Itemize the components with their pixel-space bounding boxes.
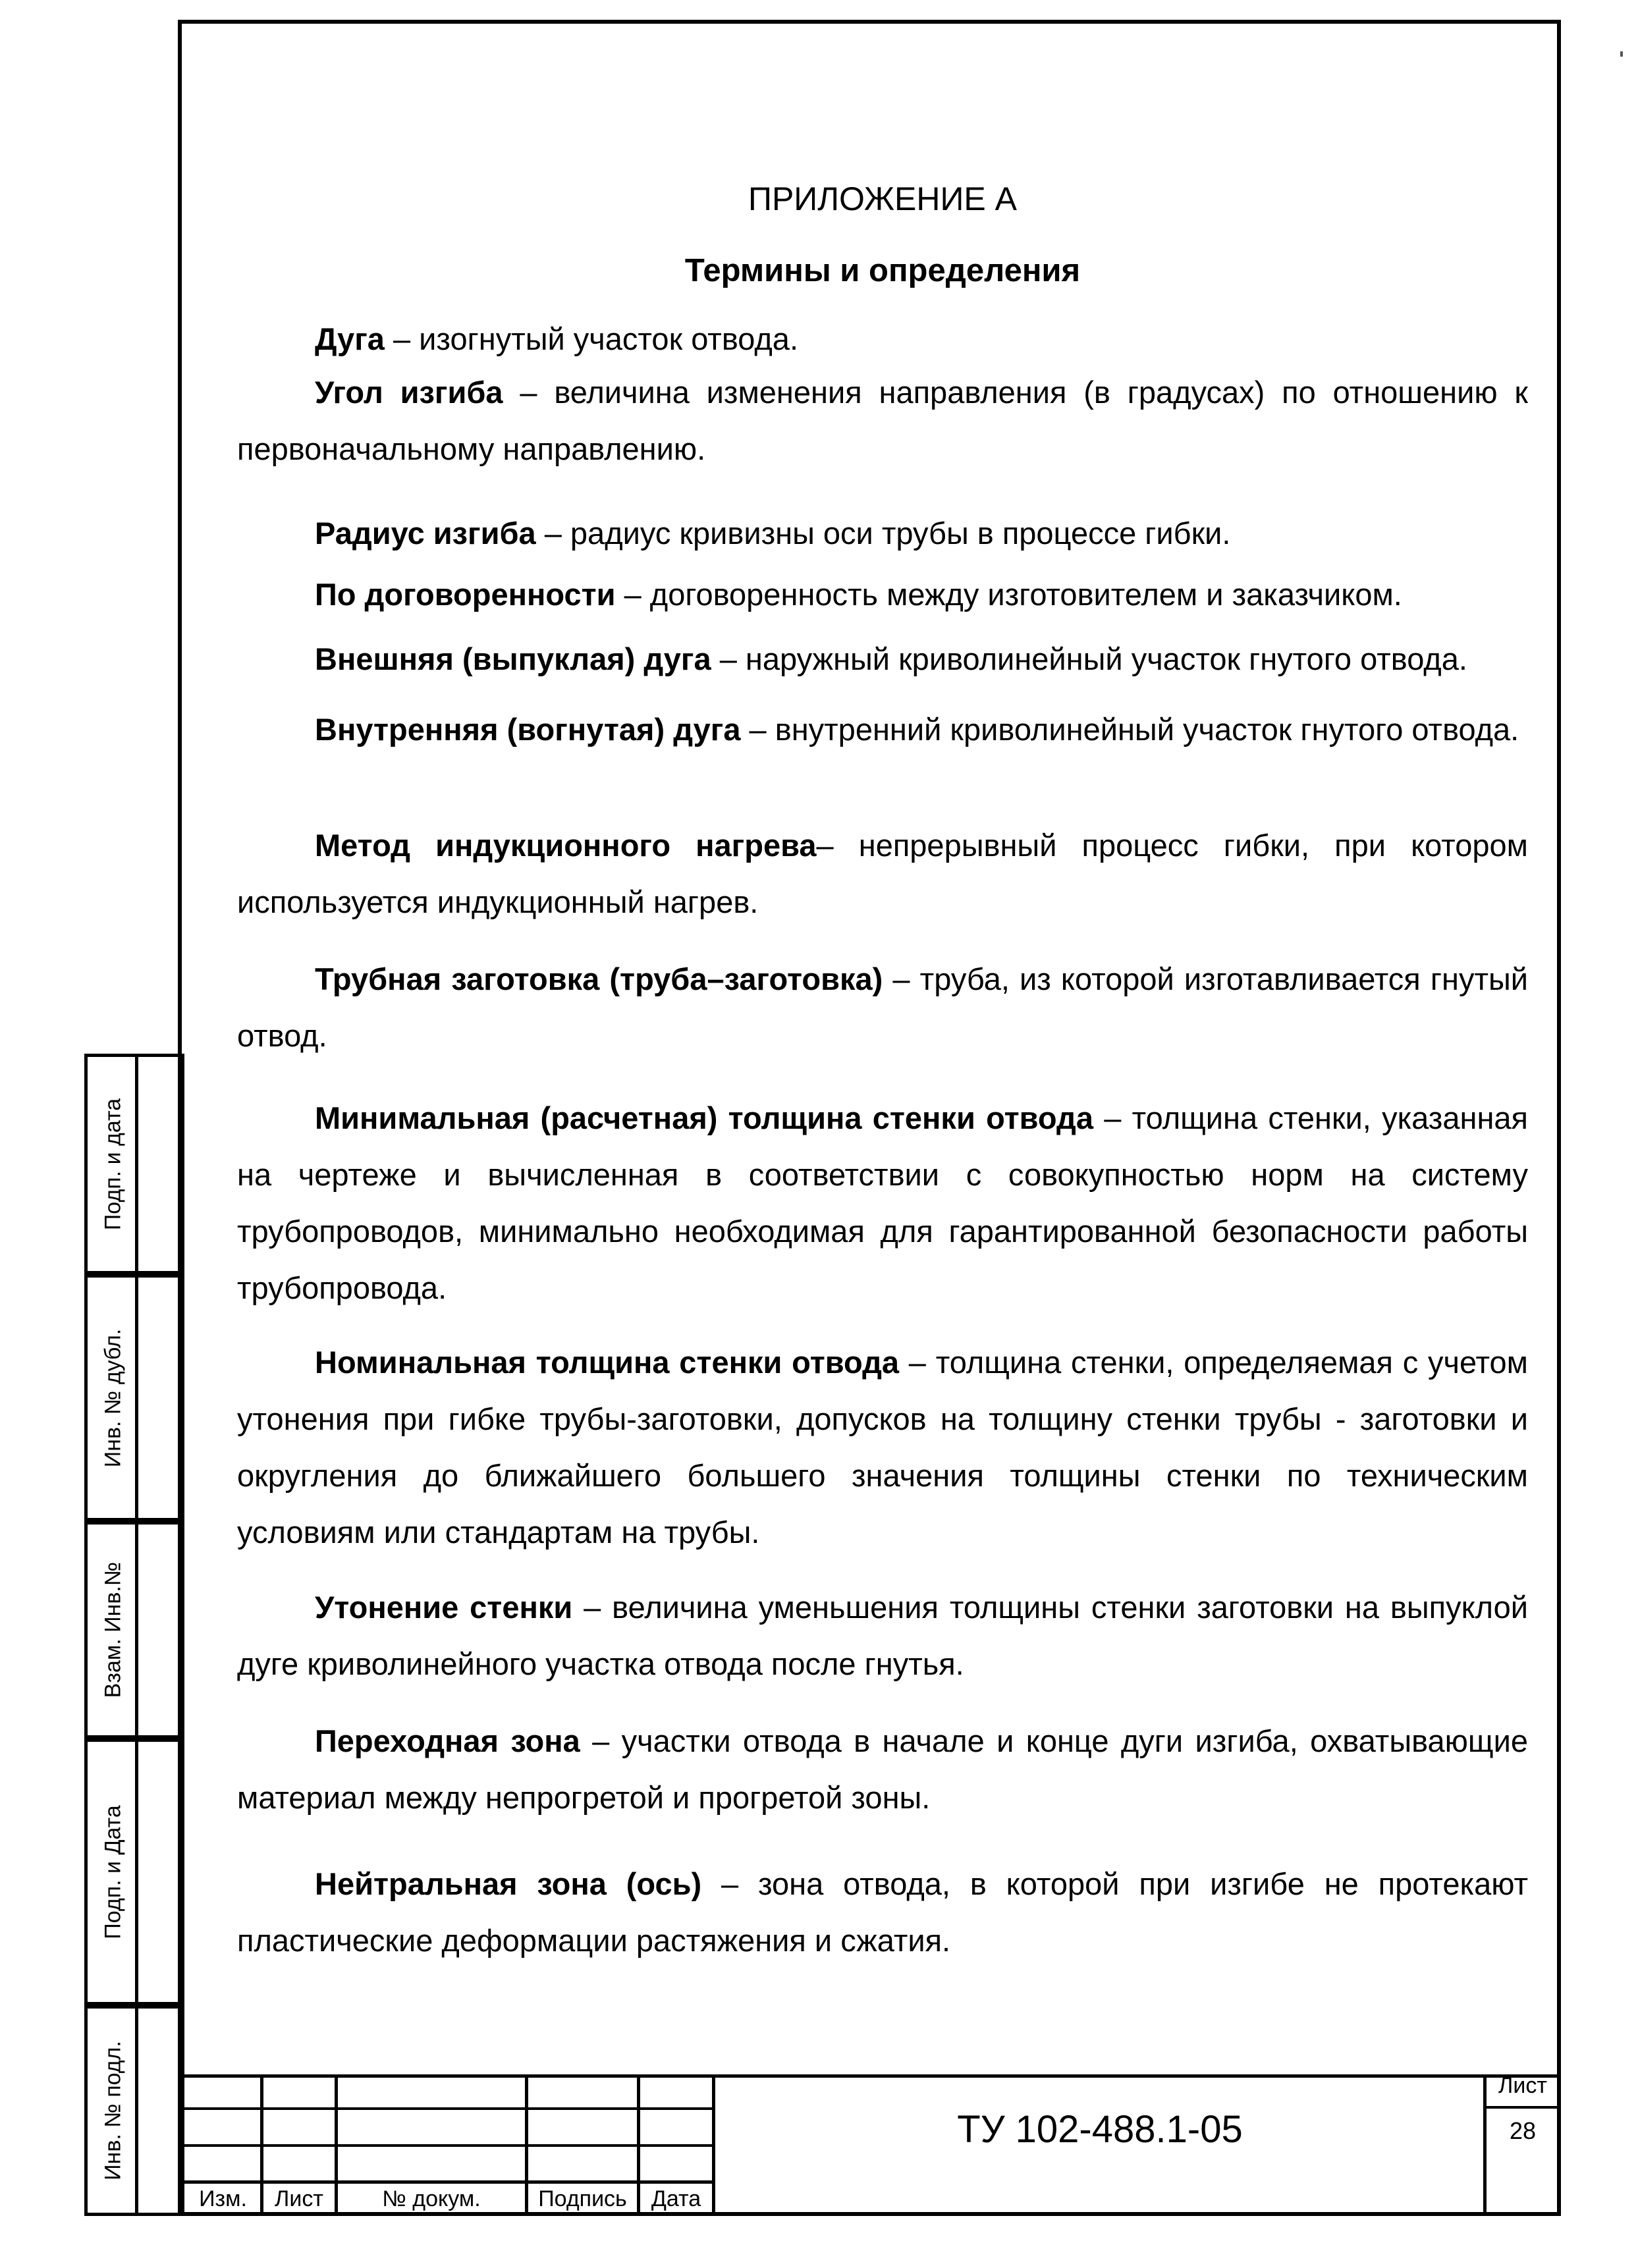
term-paragraph	[237, 711, 1528, 748]
term-paragraph	[237, 951, 1528, 1064]
term-definition: – величина уменьшения толщины стенки заготовки на выпуклой дуге криволинейного участка отвода после гнутья.	[237, 1590, 1529, 1681]
term-definition: – наружный криволинейный участок гнутого отвода.	[711, 641, 1467, 676]
side-field-signature-date	[135, 1054, 184, 1274]
term-name: Угол изгиба	[315, 375, 503, 410]
side-field-signature-date-2	[135, 1739, 184, 2005]
term-paragraph	[237, 321, 1528, 358]
document-code: ТУ 102-488.1-05	[957, 2108, 1243, 2151]
term-definition: – толщина стенки, определяемая с учетом утонения при гибке трубы-заготовки, допусков на толщину стенки трубы - заготовки и округления до ближайшего большего значения толщины стенки по техническим условиям или стандартам на трубы.	[237, 1345, 1528, 1550]
term-name: Радиус изгиба	[315, 516, 536, 551]
col-label-change: Изм.	[199, 2186, 247, 2211]
title-block-top-line	[182, 2074, 1560, 2078]
side-label-original-inventory: Инв. № подл.	[84, 2005, 138, 2216]
term-name: Внешняя (выпуклая) дуга	[315, 641, 711, 676]
term-definition: – труба, из которой изготавливается гнутый отвод.	[237, 961, 1529, 1053]
side-field-original-inventory	[135, 2005, 184, 2216]
term-paragraph	[237, 364, 1528, 477]
col-label-date: Дата	[651, 2186, 701, 2211]
term-name: Дуга	[315, 321, 385, 356]
sheet-number: 28	[1509, 2117, 1537, 2144]
term-definition: – непрерывный процесс гибки, при котором используется индукционный нагрев.	[237, 828, 1528, 919]
side-label-duplicate-inventory: Инв. № дубл.	[84, 1274, 138, 1521]
term-paragraph	[237, 515, 1528, 552]
col-label-signature: Подпись	[538, 2186, 627, 2211]
term-name: Нейтральная зона (ось)	[315, 1866, 702, 1901]
term-name: Внутренняя (вогнутая) дуга	[315, 712, 741, 747]
side-field-replacement-inventory	[135, 1521, 184, 1739]
term-definition: – изогнутый участок отвода.	[384, 321, 798, 356]
side-label-signature-date: Подп. и дата	[84, 1054, 138, 1274]
sheet-label: Лист	[1498, 2073, 1547, 2098]
term-definition: – зона отвода, в которой при изгибе не протекают пластические деформации растяжения и сжатия.	[237, 1866, 1528, 1958]
term-name: Минимальная (расчетная) толщина стенки отвода	[315, 1100, 1093, 1135]
term-paragraph	[237, 1713, 1528, 1826]
term-paragraph	[237, 1579, 1528, 1692]
term-name: По договоренности	[315, 577, 616, 612]
term-definition: – участки отвода в начале и конце дуги изгиба, охватывающие материал между непрогретой и прогретой зоны.	[237, 1723, 1528, 1815]
side-label-signature-date-2: Подп. и Дата	[84, 1739, 138, 2005]
term-paragraph	[237, 1334, 1528, 1561]
term-name: Утонение стенки	[315, 1590, 573, 1625]
col-label-sheet: Лист	[275, 2186, 323, 2211]
term-paragraph	[237, 1090, 1528, 1316]
title-block-col-line	[712, 2074, 715, 2216]
term-definition: – внутренний криволинейный участок гнутого отвода.	[740, 712, 1519, 747]
term-paragraph	[237, 817, 1528, 931]
scan-speck	[1620, 51, 1623, 57]
term-paragraph	[237, 1856, 1528, 1969]
appendix-title: ПРИЛОЖЕНИЕ А	[748, 180, 1017, 217]
term-definition: – величина изменения направления (в градусах) по отношению к первоначальному направлению.	[237, 375, 1528, 466]
term-paragraph	[237, 576, 1528, 613]
section-title: Термины и определения	[684, 253, 1081, 288]
term-definition: – договоренность между изготовителем и заказчиком.	[615, 577, 1402, 612]
sheet-box-mid-line	[1483, 2106, 1560, 2109]
term-name: Переходная зона	[315, 1723, 580, 1758]
term-definition: – радиус кривизны оси трубы в процессе гибки.	[535, 516, 1231, 551]
term-paragraph	[237, 641, 1528, 678]
side-label-replacement-inventory: Взам. Инв.№	[84, 1521, 138, 1739]
term-definition: – толщина стенки, указанная на чертеже и вычисленная в соответствии с совокупностью норм на систему трубопроводов, минимально необходимая для гарантированной безопасности работы трубопровода.	[237, 1100, 1528, 1305]
term-name: Трубная заготовка (труба–заготовка)	[315, 961, 883, 996]
side-field-duplicate-inventory	[135, 1274, 184, 1521]
term-name: Номинальная толщина стенки отвода	[315, 1345, 900, 1380]
term-name: Метод индукционного нагрева	[315, 828, 817, 863]
col-label-document-number: № докум.	[382, 2186, 481, 2211]
